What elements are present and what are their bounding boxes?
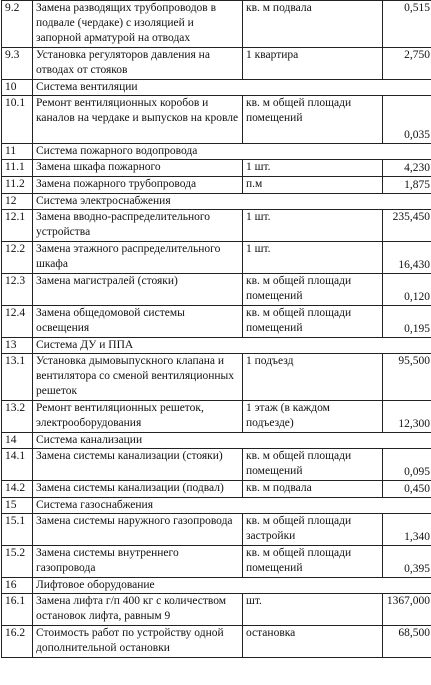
cost-value: 1,875 xyxy=(383,177,431,194)
section-title: Система вентиляции xyxy=(33,80,431,96)
cost-value: 12,300 xyxy=(383,401,431,433)
work-name: Замена шкафа пожарного xyxy=(33,160,243,177)
cost-value: 95,500 xyxy=(383,354,431,401)
cost-value: 0,395 xyxy=(383,546,431,578)
row-number: 13 xyxy=(2,338,33,354)
section-title: Система газоснабжения xyxy=(33,498,431,514)
table-row xyxy=(2,514,431,546)
work-name: Установка регуляторов давления на отводах от стояков xyxy=(33,48,243,80)
works-table xyxy=(1,0,431,658)
section-row xyxy=(2,144,431,160)
cost-value: 0,120 xyxy=(383,274,431,306)
work-name: Ремонт вентиляционных решеток, электрооборудования xyxy=(33,401,243,433)
unit-of-measure: п.м xyxy=(243,177,383,194)
row-number: 11 xyxy=(2,144,33,160)
table-row xyxy=(2,177,431,194)
table-row xyxy=(2,626,431,658)
table-row xyxy=(2,354,431,401)
section-row xyxy=(2,433,431,449)
section-title: Система электроснабжения xyxy=(33,194,431,210)
row-number: 9.2 xyxy=(2,1,33,48)
row-number: 10 xyxy=(2,80,33,96)
table-row xyxy=(2,306,431,338)
work-name: Замена системы внутреннего газопровода xyxy=(33,546,243,578)
table-row xyxy=(2,481,431,498)
works-table-body xyxy=(2,1,431,658)
work-name: Замена системы наружного газопровода xyxy=(33,514,243,546)
unit-of-measure: кв. м общей площади помещений xyxy=(243,546,383,578)
work-name: Установка дымовыпускного клапана и вентилятора со сменой вентиляционных решеток xyxy=(33,354,243,401)
table-row xyxy=(2,160,431,177)
row-number: 11.1 xyxy=(2,160,33,177)
section-row xyxy=(2,194,431,210)
work-name: Ремонт вентиляционных коробов и каналов на чердаке и выпусков на кровле xyxy=(33,96,243,144)
table-row xyxy=(2,401,431,433)
work-name: Замена общедомовой системы освещения xyxy=(33,306,243,338)
row-number: 9.3 xyxy=(2,48,33,80)
cost-value: 0,195 xyxy=(383,306,431,338)
unit-of-measure: 1 шт. xyxy=(243,242,383,274)
cost-value: 1,340 xyxy=(383,514,431,546)
row-number: 16.1 xyxy=(2,594,33,626)
work-name: Замена лифта г/п 400 кг с количеством остановок лифта, равным 9 xyxy=(33,594,243,626)
table-row xyxy=(2,274,431,306)
work-name: Замена магистралей (стояки) xyxy=(33,274,243,306)
cost-value: 235,450 xyxy=(383,210,431,242)
row-number: 13.2 xyxy=(2,401,33,433)
table-row xyxy=(2,449,431,481)
unit-of-measure: 1 подъезд xyxy=(243,354,383,401)
section-title: Лифтовое оборудование xyxy=(33,578,431,594)
cost-value: 0,450 xyxy=(383,481,431,498)
unit-of-measure: кв. м общей площади помещений xyxy=(243,306,383,338)
cost-value: 1367,000 xyxy=(383,594,431,626)
row-number: 15 xyxy=(2,498,33,514)
work-name: Замена вводно-распределительного устройства xyxy=(33,210,243,242)
cost-value: 0,515 xyxy=(383,1,431,48)
row-number: 15.1 xyxy=(2,514,33,546)
table-row xyxy=(2,48,431,80)
work-name: Замена системы канализации (стояки) xyxy=(33,449,243,481)
table-row xyxy=(2,594,431,626)
row-number: 11.2 xyxy=(2,177,33,194)
row-number: 12 xyxy=(2,194,33,210)
unit-of-measure: кв. м общей площади помещений xyxy=(243,96,383,144)
unit-of-measure: кв. м общей площади помещений xyxy=(243,274,383,306)
row-number: 14.1 xyxy=(2,449,33,481)
section-row xyxy=(2,578,431,594)
cost-value: 4,230 xyxy=(383,160,431,177)
table-row xyxy=(2,96,431,144)
row-number: 12.2 xyxy=(2,242,33,274)
unit-of-measure: шт. xyxy=(243,594,383,626)
table-row xyxy=(2,210,431,242)
unit-of-measure: 1 шт. xyxy=(243,160,383,177)
row-number: 15.2 xyxy=(2,546,33,578)
work-name: Стоимость работ по устройству одной дополнительной остановки xyxy=(33,626,243,658)
table-row xyxy=(2,1,431,48)
row-number: 16.2 xyxy=(2,626,33,658)
row-number: 13.1 xyxy=(2,354,33,401)
table-row xyxy=(2,242,431,274)
row-number: 14.2 xyxy=(2,481,33,498)
unit-of-measure: кв. м общей площади застройки xyxy=(243,514,383,546)
section-row xyxy=(2,498,431,514)
unit-of-measure: кв. м общей площади помещений xyxy=(243,449,383,481)
section-title: Система пожарного водопровода xyxy=(33,144,431,160)
section-title: Система канализации xyxy=(33,433,431,449)
section-row xyxy=(2,80,431,96)
unit-of-measure: 1 квартира xyxy=(243,48,383,80)
table-row xyxy=(2,546,431,578)
row-number: 12.4 xyxy=(2,306,33,338)
unit-of-measure: кв. м подвала xyxy=(243,481,383,498)
row-number: 10.1 xyxy=(2,96,33,144)
cost-value: 0,035 xyxy=(383,96,431,144)
unit-of-measure: 1 этаж (в каждом подъезде) xyxy=(243,401,383,433)
work-name: Замена этажного распределительного шкафа xyxy=(33,242,243,274)
row-number: 14 xyxy=(2,433,33,449)
section-row xyxy=(2,338,431,354)
row-number: 12.3 xyxy=(2,274,33,306)
unit-of-measure: кв. м подвала xyxy=(243,1,383,48)
work-name: Замена разводящих трубопроводов в подвале (чердаке) с изоляцией и запорной арматурой на отводах xyxy=(33,1,243,48)
unit-of-measure: 1 шт. xyxy=(243,210,383,242)
cost-value: 0,095 xyxy=(383,449,431,481)
cost-value: 2,750 xyxy=(383,48,431,80)
section-title: Система ДУ и ППА xyxy=(33,338,431,354)
work-name: Замена системы канализации (подвал) xyxy=(33,481,243,498)
unit-of-measure: остановка xyxy=(243,626,383,658)
row-number: 12.1 xyxy=(2,210,33,242)
cost-value: 16,430 xyxy=(383,242,431,274)
row-number: 16 xyxy=(2,578,33,594)
cost-value: 68,500 xyxy=(383,626,431,658)
work-name: Замена пожарного трубопровода xyxy=(33,177,243,194)
